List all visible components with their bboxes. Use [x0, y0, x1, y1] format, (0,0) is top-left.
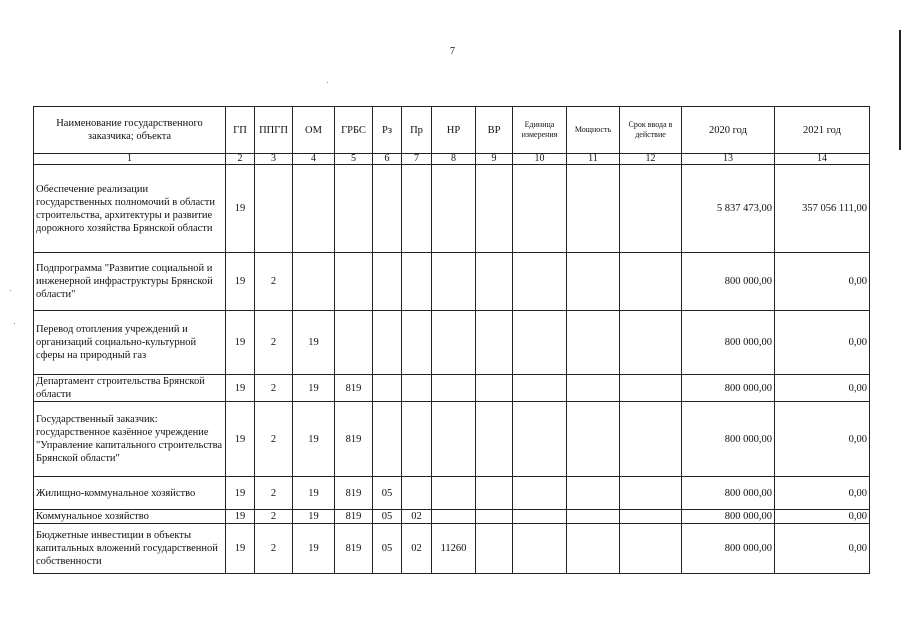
cell-2021: 0,00 — [775, 524, 870, 574]
col-number: 7 — [402, 154, 432, 165]
column-number-row — [34, 154, 870, 165]
header-rz: Рз — [373, 107, 402, 154]
cell-term — [620, 477, 682, 510]
cell-2020: 5 837 473,00 — [682, 165, 775, 253]
col-number: 5 — [335, 154, 373, 165]
cell-grbs: 819 — [335, 524, 373, 574]
cell-2021: 357 056 111,00 — [775, 165, 870, 253]
cell-rz — [373, 402, 402, 477]
table-row — [34, 375, 870, 402]
cell-2020: 800 000,00 — [682, 253, 775, 311]
cell-om — [293, 165, 335, 253]
cell-term — [620, 510, 682, 524]
cell-ppgp: 2 — [255, 510, 293, 524]
header-pr: Пр — [402, 107, 432, 154]
table-row — [34, 165, 870, 253]
cell-om: 19 — [293, 402, 335, 477]
cell-gp: 19 — [226, 253, 255, 311]
cell-pr: 02 — [402, 524, 432, 574]
cell-grbs — [335, 165, 373, 253]
cell-rz — [373, 253, 402, 311]
cell-unit — [513, 402, 567, 477]
cell-term — [620, 165, 682, 253]
header-2021: 2021 год — [775, 107, 870, 154]
cell-unit — [513, 375, 567, 402]
cell-vr — [476, 165, 513, 253]
scan-edge-mark — [899, 30, 901, 150]
cell-name: Обеспечение реализации государственных полномочий в области строительства, архитектуры и развитие дорожного хозяйства Брянской области — [34, 165, 226, 253]
col-number: 2 — [226, 154, 255, 165]
col-number: 6 — [373, 154, 402, 165]
cell-pr — [402, 375, 432, 402]
cell-2020: 800 000,00 — [682, 510, 775, 524]
col-number: 12 — [620, 154, 682, 165]
col-number: 4 — [293, 154, 335, 165]
cell-term — [620, 524, 682, 574]
cell-nr — [432, 253, 476, 311]
table-row — [34, 510, 870, 524]
cell-ppgp: 2 — [255, 524, 293, 574]
cell-gp: 19 — [226, 402, 255, 477]
cell-unit — [513, 253, 567, 311]
cell-term — [620, 402, 682, 477]
cell-nr — [432, 375, 476, 402]
cell-capacity — [567, 311, 620, 375]
cell-nr — [432, 477, 476, 510]
header-name: Наименование государственного заказчика; объекта — [34, 107, 226, 154]
header-term: Срок ввода в действие — [620, 107, 682, 154]
budget-table — [33, 106, 870, 574]
cell-term — [620, 375, 682, 402]
header-vr: ВР — [476, 107, 513, 154]
cell-nr — [432, 402, 476, 477]
col-number: 9 — [476, 154, 513, 165]
cell-pr — [402, 477, 432, 510]
header-2020: 2020 год — [682, 107, 775, 154]
cell-name: Бюджетные инвестиции в объекты капитальных вложений государственной собственности — [34, 524, 226, 574]
cell-2021: 0,00 — [775, 253, 870, 311]
cell-gp: 19 — [226, 524, 255, 574]
header-grbs: ГРБС — [335, 107, 373, 154]
cell-om: 19 — [293, 477, 335, 510]
cell-om: 19 — [293, 524, 335, 574]
cell-capacity — [567, 375, 620, 402]
cell-name: Перевод отопления учреждений и организаций социально-культурной сферы на природный газ — [34, 311, 226, 375]
cell-grbs — [335, 253, 373, 311]
cell-gp: 19 — [226, 165, 255, 253]
cell-gp: 19 — [226, 311, 255, 375]
cell-grbs: 819 — [335, 375, 373, 402]
cell-2020: 800 000,00 — [682, 311, 775, 375]
cell-om: 19 — [293, 510, 335, 524]
scan-speck — [10, 290, 11, 291]
scan-speck — [327, 82, 328, 83]
header-ppgp: ППГП — [255, 107, 293, 154]
cell-nr — [432, 510, 476, 524]
scan-speck — [14, 323, 15, 324]
cell-2020: 800 000,00 — [682, 375, 775, 402]
cell-pr — [402, 402, 432, 477]
cell-capacity — [567, 524, 620, 574]
cell-ppgp: 2 — [255, 477, 293, 510]
cell-gp: 19 — [226, 477, 255, 510]
cell-capacity — [567, 253, 620, 311]
cell-ppgp: 2 — [255, 253, 293, 311]
cell-pr — [402, 253, 432, 311]
page-number: 7 — [450, 46, 455, 57]
header-nr: НР — [432, 107, 476, 154]
cell-name: Государственный заказчик: государственное казённое учреждение "Управление капитального строительства Брянской области" — [34, 402, 226, 477]
col-number: 3 — [255, 154, 293, 165]
cell-2021: 0,00 — [775, 375, 870, 402]
cell-vr — [476, 375, 513, 402]
cell-2020: 800 000,00 — [682, 477, 775, 510]
col-number: 13 — [682, 154, 775, 165]
cell-nr — [432, 311, 476, 375]
cell-rz: 05 — [373, 524, 402, 574]
cell-rz — [373, 375, 402, 402]
col-number: 11 — [567, 154, 620, 165]
cell-unit — [513, 311, 567, 375]
col-number: 1 — [34, 154, 226, 165]
cell-unit — [513, 165, 567, 253]
cell-capacity — [567, 402, 620, 477]
cell-om — [293, 253, 335, 311]
cell-nr — [432, 165, 476, 253]
cell-vr — [476, 311, 513, 375]
cell-2020: 800 000,00 — [682, 524, 775, 574]
cell-vr — [476, 402, 513, 477]
cell-gp: 19 — [226, 375, 255, 402]
cell-2020: 800 000,00 — [682, 402, 775, 477]
cell-2021: 0,00 — [775, 510, 870, 524]
cell-vr — [476, 524, 513, 574]
cell-vr — [476, 253, 513, 311]
cell-name: Департамент строительства Брянской области — [34, 375, 226, 402]
cell-grbs: 819 — [335, 477, 373, 510]
cell-ppgp: 2 — [255, 311, 293, 375]
cell-rz: 05 — [373, 477, 402, 510]
cell-term — [620, 253, 682, 311]
cell-unit — [513, 524, 567, 574]
cell-2021: 0,00 — [775, 402, 870, 477]
cell-capacity — [567, 165, 620, 253]
cell-rz — [373, 165, 402, 253]
cell-vr — [476, 477, 513, 510]
col-number: 8 — [432, 154, 476, 165]
header-unit: Единица измерения — [513, 107, 567, 154]
cell-rz — [373, 311, 402, 375]
cell-ppgp — [255, 165, 293, 253]
cell-2021: 0,00 — [775, 311, 870, 375]
cell-om: 19 — [293, 311, 335, 375]
cell-grbs: 819 — [335, 510, 373, 524]
cell-name: Жилищно-коммунальное хозяйство — [34, 477, 226, 510]
cell-capacity — [567, 510, 620, 524]
cell-2021: 0,00 — [775, 477, 870, 510]
cell-capacity — [567, 477, 620, 510]
cell-name: Коммунальное хозяйство — [34, 510, 226, 524]
table-row — [34, 477, 870, 510]
cell-pr: 02 — [402, 510, 432, 524]
cell-pr — [402, 165, 432, 253]
header-capacity: Мощность — [567, 107, 620, 154]
cell-ppgp: 2 — [255, 375, 293, 402]
cell-om: 19 — [293, 375, 335, 402]
cell-unit — [513, 510, 567, 524]
cell-rz: 05 — [373, 510, 402, 524]
col-number: 10 — [513, 154, 567, 165]
col-number: 14 — [775, 154, 870, 165]
cell-grbs: 819 — [335, 402, 373, 477]
cell-gp: 19 — [226, 510, 255, 524]
cell-term — [620, 311, 682, 375]
cell-grbs — [335, 311, 373, 375]
cell-name: Подпрограмма "Развитие социальной и инженерной инфраструктуры Брянской области" — [34, 253, 226, 311]
header-gp: ГП — [226, 107, 255, 154]
header-om: ОМ — [293, 107, 335, 154]
table-row — [34, 311, 870, 375]
cell-ppgp: 2 — [255, 402, 293, 477]
cell-vr — [476, 510, 513, 524]
cell-unit — [513, 477, 567, 510]
table-row — [34, 253, 870, 311]
cell-pr — [402, 311, 432, 375]
table-row — [34, 402, 870, 477]
cell-nr: 11260 — [432, 524, 476, 574]
table-header-row — [34, 107, 870, 154]
table-row — [34, 524, 870, 574]
